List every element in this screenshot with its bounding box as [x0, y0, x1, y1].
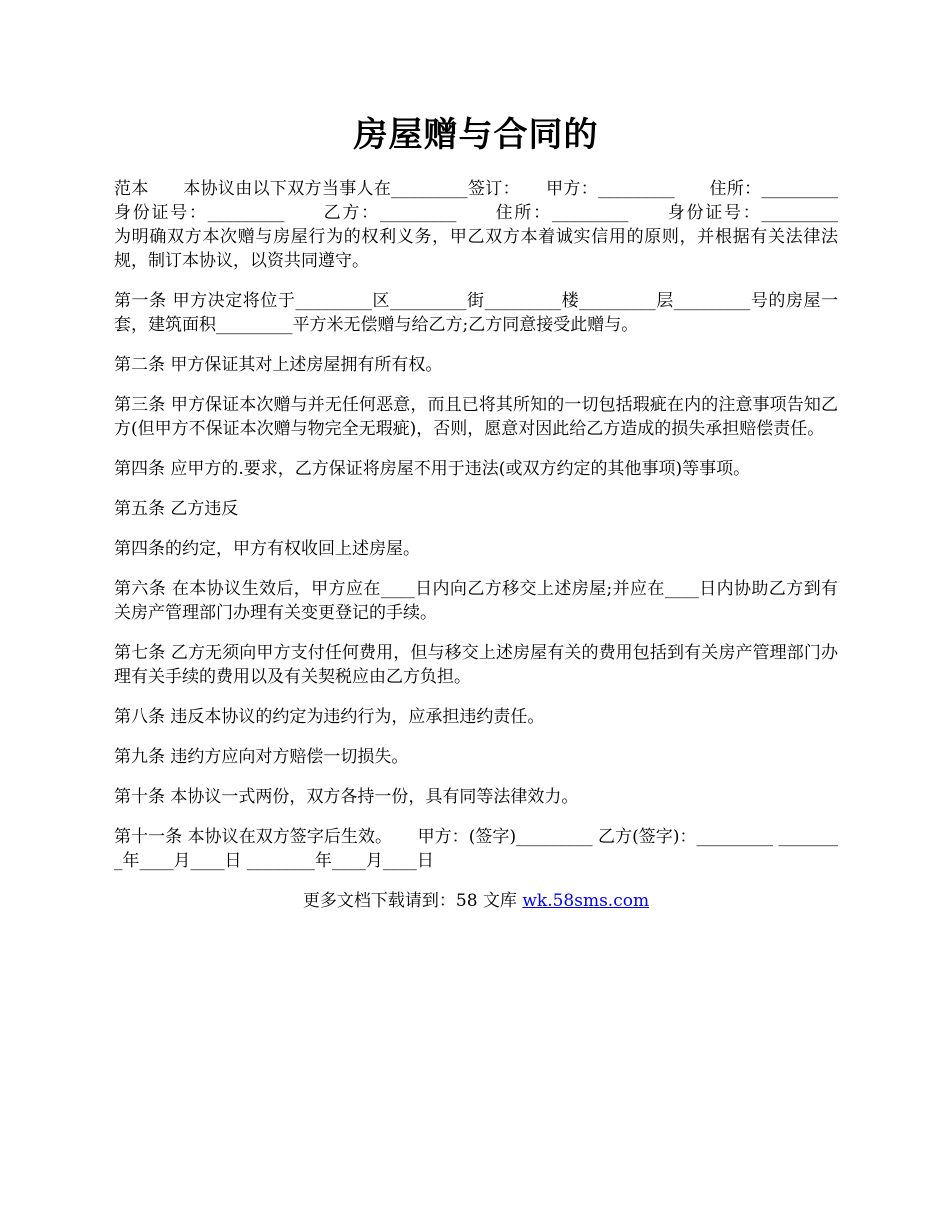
article-10: 第十条 本协议一式两份，双方各持一份，具有同等法律效力。: [114, 787, 579, 807]
document-title: 房屋赠与合同的: [353, 115, 599, 155]
article-7: 第七条 乙方无须向甲方支付任何费用，但与移交上述房屋有关的费用包括到有关房产管理部门办理有关手续的费用以及有关契税应由乙方负担。: [114, 643, 838, 687]
article-4: 第四条 应甲方的.要求，乙方保证将房屋不用于违法(或双方约定的其他事项)等事项。: [114, 459, 751, 479]
article-3: 第三条 甲方保证本次赠与并无任何恶意，而且已将其所知的一切包括瑕疵在内的注意事项告知乙方(但甲方不保证本次赠与物完全无瑕疵)，否则，愿意对因此给乙方造成的损失承担赔偿责任。: [114, 395, 838, 439]
footer-note: [114, 889, 838, 913]
footer-text: 更多文档下载请到：58 文库: [302, 891, 523, 911]
article-11-signatures: 第十一条 本协议在双方签字后生效。 甲方：(签字)_________ 乙方(签字)：_________ ________年____月____日 ________年____月____日: [114, 827, 838, 871]
article-5-continued: 第四条的约定，甲方有权收回上述房屋。: [114, 539, 420, 559]
footer-link[interactable]: wk.58sms.com: [522, 891, 650, 911]
article-1: 第一条 甲方决定将位于_________区_________街_________楼_________层_________号的房屋一套，建筑面积_________平方米无偿赠与给乙方;乙方同意接受此赠与。: [114, 291, 838, 335]
document-page: [114, 110, 872, 913]
article-8: 第八条 违反本协议的约定为违约行为，应承担违约责任。: [114, 707, 545, 727]
article-5: 第五条 乙方违反: [114, 499, 239, 519]
article-9: 第九条 违约方应向对方赔偿一切损失。: [114, 747, 409, 767]
article-6: 第六条 在本协议生效后，甲方应在____日内向乙方移交上述房屋;并应在____日内协助乙方到有关房产管理部门办理有关变更登记的手续。: [114, 579, 838, 623]
article-2: 第二条 甲方保证其对上述房屋拥有所有权。: [114, 355, 443, 375]
preamble-paragraph: 范本 本协议由以下双方当事人在_________签订： 甲方：_________ 住所：_________ 身份证号：_________ 乙方：_________ 住所：_________ 身份证号：_________ 为明确双方本次赠与房屋行为的权利义务，甲乙双方本着诚实信用的原则，并根据有关法律法规，制订本协议，以资共同遵守。: [114, 179, 872, 271]
